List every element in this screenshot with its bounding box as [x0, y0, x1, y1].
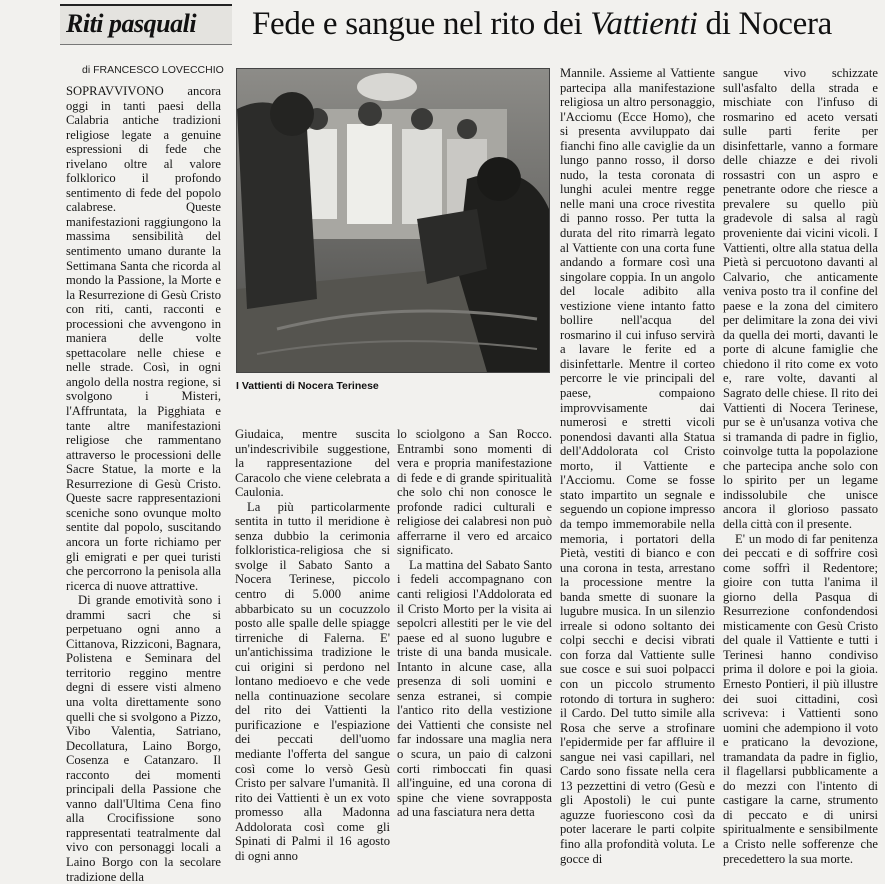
paragraph: E' un modo di far penitenza dei peccati e di soffrire così come soffrì il Redentore; gioire con tutta l'anima il giorno della Pasqua di Resurrezione confondendosi misticamente con Gesù Cristo del quale il Vattiente e tutti i Terinesi hanno condiviso prima il dolore e poi la gioia. Ernesto Pontieri, il più illustre dei suoi cittadini, così scriveva: i Vattienti sono uomini che adempiono il voto e praticano la devozione, tramandata da padre in figlio, il flagellarsi pubblicamente a do mezzi con l'intento di castigare la carne, strumento di peccato e di unirsi spiritualmente e sensibilmente a Cristo nelle sofferenze che precedettero la sua morte. [723, 531, 878, 866]
headline-end: di Nocera [697, 6, 833, 42]
photo-caption: I Vattienti di Nocera Terinese [236, 380, 379, 392]
headline-start: Fede e sangue nel rito dei [252, 6, 591, 42]
text-column-1 [66, 84, 221, 884]
paragraph: La più particolarmente sentita in tutto il meridione è senza dubbio la cerimonia folkloristica-religiosa che si svolge il Sabato Santo a Nocera Terinese, piccolo centro di 5.000 anime abbarbicato su un cocuzzolo posto alle spalle delle spiagge tirreniche di Falerna. E' un'antichissima tradizione le cui origini si perdono nel lontano medioevo e che vede nella continuazione secolare del rito dei Vattienti la purificazione e l'espiazione dei peccati dell'uomo mediante l'offerta del sangue così come lo versò Gesù Cristo per salvare l'umanità. Il rito dei Vattienti è un ex voto promesso alla Madonna Addolorata così come gli Spinati di Palmi il 16 agosto di ogni anno [235, 499, 390, 863]
section-rubric [60, 4, 232, 45]
text-column-3 [397, 427, 552, 820]
paragraph: Mannile. Assieme al Vattiente partecipa alla manifestazione religiosa un altro personaggio, l'Acciomu (Ecce Homo), che si presenta avviluppato dai fianchi fino alle caviglie da un lungo panno rosso, il dorso nudo, la testa coronata di lunghi aculei mentre regge nelle mani una croce rivestita di panno rosso. Per tutta la durata del rito rimarrà legato al Vattiente con una corta fune andando a formare così una singolare coppia. In un angolo del locale adibito alla vestizione viene intanto fatto bollire nell'acqua del rosmarino il cui infuso servirà a lavare le ferite ed a disinfettarle. Mentre il corteo percorre le vie principali del paese, compaiono improvvisamente dai numerosi e stretti vicoli ponendosi davanti alla Statua dell'Addolorata col Cristo morto, il Vattiente e l'Acciomu. Come se fosse stato impartito un segnale e seguendo un copione impresso da tempo immemorabile nella memoria, i portatori della Pietà, vestiti di bianco e con una corona in testa, arrestano la processione mentre la banda smette di suonare la lugubre musica. In un silenzio irreale si odono soltanto dei colpi secchi e decisi vibrati con forza dal Vattiente sulle sue cosce e sui suoi polpacci con un piccolo strumento rotondo di tortura in sughero: il Cardo. Del tutto simile alla Rosa che serve a strofinare l'epidermide per far affluire il sangue nei vasi capillari, nel Cardo sono fissate nella cera 13 pezzettini di vetro (Gesù e gli Apostoli) le cui punte aguzze fuoriescono così da poter lacerare le parti colpite fino alla profondità voluta. Le gocce di [560, 66, 715, 866]
text-column-2 [235, 427, 390, 863]
text-column-5 [723, 66, 878, 866]
headline [252, 6, 877, 43]
paragraph: SOPRAVVIVONO ancora oggi in tanti paesi della Calabria antiche tradizioni religiose legate a genuine espressioni di fede che rivelano oltre al valore folklorico il profondo sentimento di fede del popolo calabrese. Queste manifestazioni raggiungono la massima sensibilità del sentimento umano durante la Settimana Santa che ricorda al mondo la Passione, la Morte e la Resurrezione di Gesù Cristo con riti, canti, racconti e processioni che avvengono in maniera delle volte spettacolare nelle chiese e nelle strade. Così, in ogni angolo della nostra regione, si svolgono i Misteri, l'Affruntata, la Pigghiata e tante altre manifestazioni religiose che rammentano attraverso le processioni delle Sacre Statue, la morte e la Resurrezione di Gesù Cristo. Queste sacre rappresentazioni sceniche sono ovunque molto sentite dal popolo, suscitando ancora un forte richiamo per gli emigrati e per quei turisti che percorrono la penisola alla ricerca di nuove attrattive. [66, 84, 221, 593]
byline: di FRANCESCO LOVECCHIO [82, 64, 224, 76]
paragraph: La mattina del Sabato Santo i fedeli accompagnano con canti religiosi l'Addolorata ed il Cristo Morto per la visita ai sepolcri allestiti per le vie del paese ed al suono lugubre e triste di una banda musicale. Intanto in alcune case, alla presenza di soli uomini e senza estranei, si compie l'antico rito della vestizione dei Vattienti che consiste nel far indossare una maglia nera o scura, un paio di calzoni corti rimboccati fin quasi all'inguine, ed una corona di spine che viene sovrapposta ad una fasciatura nera detta [397, 557, 552, 820]
text-column-4 [560, 66, 715, 866]
procession-photo-graphic [237, 69, 549, 372]
paragraph: sangue vivo schizzate sull'asfalto della strada e mischiate con l'infuso di rosmarino ed aceto versati sulle parti ferite per disinfettarle, vanno a formare delle chiazze e dei rivoli rossastri con un aspro e penetrante odore che riesce a prevalere su quello più gradevole di salsa al ragù proveniente dai vicini vicoli. I Vattienti, oltre alla statua della Pietà si percuotono davanti al Calvario, che anticamente veniva posto tra il confine del paese e la zona del cimitero per delimitare la zona dei vivi da quella dei morti, davanti le porte di alcune famiglie che chiedono il rito come ex voto e, rare volte, davanti al Sagrato delle chiese. Il rito dei Vattienti di Nocera Terinese, pur se è un'usanza votiva che si tramanda di padre in figlio, coinvolge tutta la popolazione che partecipa anche solo con lo spirito per un legame indissolubile che unisce ancora il glorioso passato della città con il presente. [723, 66, 878, 531]
rubric-label: Riti pasquali [66, 9, 197, 38]
paragraph: Giudaica, mentre suscita un'indescrivibile suggestione, la rappresentazione del Caracolo che viene celebrata a Caulonia. [235, 427, 390, 500]
paragraph: Di grande emotività sono i drammi sacri che si perpetuano ogni anno a Cittanova, Rizziconi, Bagnara, Polistena e Seminara del territorio reggino mentre degni di essere visti almeno una volta direttamente sono quelli che si svolgono a Pizzo, Vibo Valentia, Satriano, Decollatura, Laino Borgo, Cosenza e Catanzaro. Il racconto dei momenti principali della Passione che vanno dall'Ultima Cena fino alla Crocifissione sono rappresentati teatralmente dal vivo con personaggi locali a Laino Borgo con la secolare tradizione della [66, 593, 221, 884]
headline-italic: Vattienti [590, 6, 698, 42]
article-photo [236, 68, 550, 373]
paragraph: lo sciolgono a San Rocco. Entrambi sono momenti di vera e propria manifestazione di fede e di grande spiritualità che solo chi non conosce le profonde radici culturali e religiose dei calabresi non può afferrarne il vero ed arcaico significato. [397, 427, 552, 558]
